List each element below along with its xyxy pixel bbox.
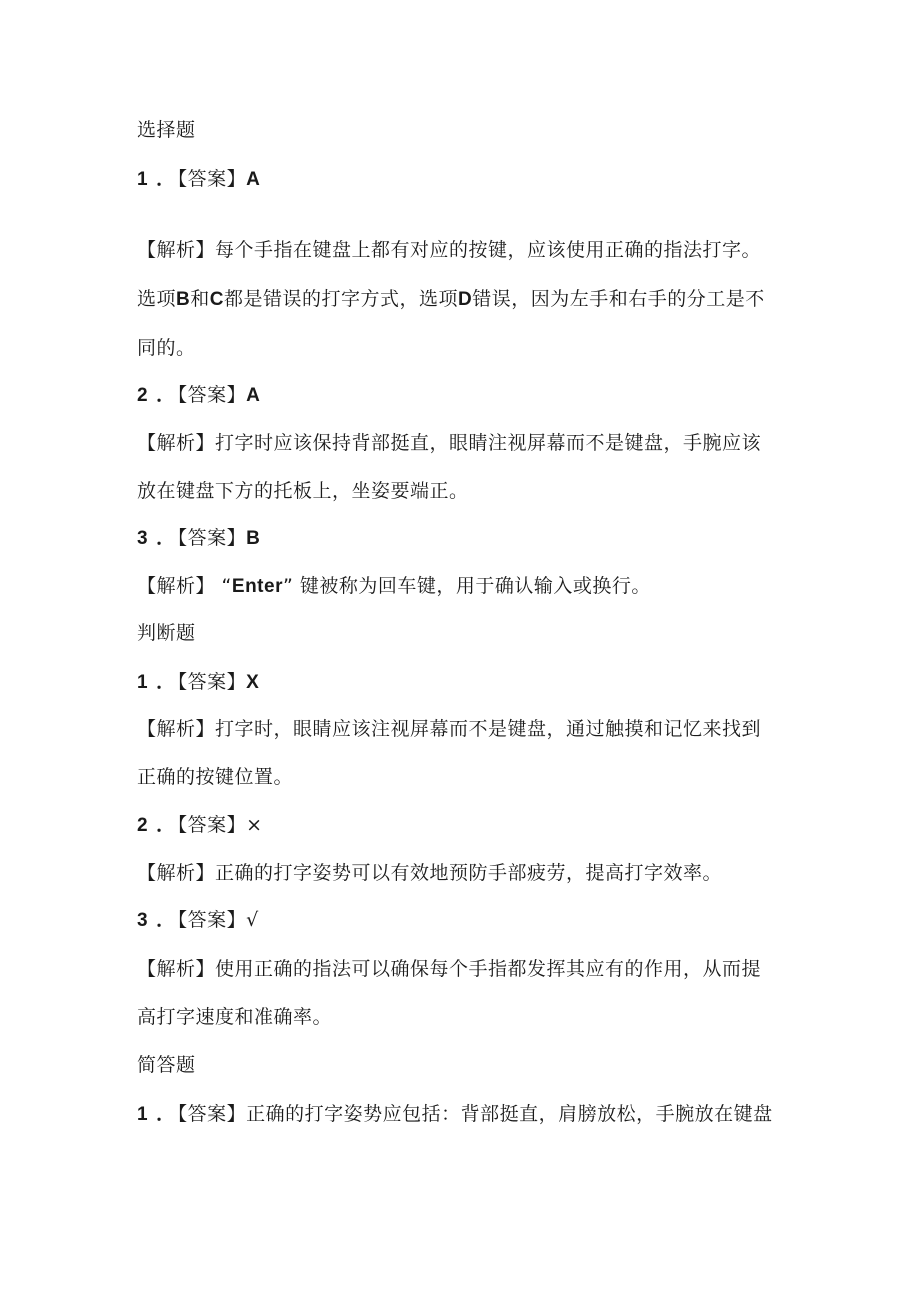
answer-label: 【答案】	[177, 168, 247, 190]
analysis-label: 【解析】	[137, 718, 216, 740]
choice-2-analysis-line-1	[137, 430, 787, 456]
analysis-label: 【解析】	[137, 432, 216, 454]
section-title-text: 选择题	[137, 119, 196, 141]
answer-label: 【答案】	[177, 671, 247, 693]
judge-3-analysis-line-2	[137, 1004, 787, 1030]
number-dot: ．	[156, 169, 176, 190]
option-b: B	[176, 289, 191, 310]
number-dot: ．	[156, 528, 176, 549]
section-title-text: 判断题	[137, 622, 196, 644]
number-dot: ．	[156, 1104, 176, 1125]
analysis-label: 【解析】	[137, 958, 216, 980]
number-dot: ．	[156, 385, 176, 406]
number-dot: ．	[156, 815, 176, 836]
question-number: 2	[137, 385, 149, 406]
answer-label: 【答案】	[177, 1103, 247, 1125]
analysis-text: 同的。	[137, 337, 196, 359]
analysis-text: 高打字速度和准确率。	[137, 1006, 333, 1028]
enter-key-label: Enter	[231, 576, 283, 597]
choice-3-analysis-line-1	[137, 573, 787, 600]
analysis-text: 和	[190, 288, 210, 310]
number-dot: ．	[156, 672, 176, 693]
analysis-text: 使用正确的指法可以确保每个手指都发挥其应有的作用，从而提	[215, 958, 762, 980]
analysis-text: ” 键被称为回车键，用于确认输入或换行。	[282, 575, 651, 597]
analysis-text: 放在键盘下方的托板上，坐姿要端正。	[137, 480, 469, 502]
question-number: 1	[137, 672, 149, 693]
analysis-text: 每个手指在键盘上都有对应的按键，应该使用正确的指法打字。	[215, 239, 762, 261]
analysis-label: 【解析】	[137, 239, 216, 261]
answer-value: ×	[246, 814, 263, 836]
answer-label: 【答案】	[177, 814, 247, 836]
answer-value: √	[246, 909, 259, 931]
judge-2-answer-line	[137, 812, 787, 839]
choice-1-analysis-line-3	[137, 335, 787, 361]
question-number: 3	[137, 910, 149, 931]
analysis-text: 正确的按键位置。	[137, 766, 294, 788]
option-c: C	[209, 289, 224, 310]
judge-1-analysis-line-1	[137, 716, 787, 742]
analysis-text: 错误，因为左手和右手的分工是不	[472, 288, 765, 310]
answer-value: A	[246, 169, 261, 190]
number-dot: ．	[156, 910, 176, 931]
choice-2-answer-line	[137, 382, 787, 409]
choice-3-answer-line	[137, 525, 787, 552]
question-number: 1	[137, 1104, 149, 1125]
section-title-judge	[137, 620, 787, 646]
judge-1-answer-line	[137, 669, 787, 696]
question-number: 1	[137, 169, 149, 190]
analysis-text: 都是错误的打字方式，选项	[224, 288, 459, 310]
analysis-label: 【解析】	[137, 575, 216, 597]
option-d: D	[458, 289, 473, 310]
answer-label: 【答案】	[177, 527, 247, 549]
analysis-text: 打字时，眼睛应该注视屏幕而不是键盘，通过触摸和记忆来找到	[215, 718, 762, 740]
section-title-choice	[137, 117, 787, 143]
answer-label: 【答案】	[177, 909, 247, 931]
short-1-answer-line	[137, 1101, 787, 1128]
answer-label: 【答案】	[177, 384, 247, 406]
answer-value: B	[246, 528, 261, 549]
analysis-label: 【解析】	[137, 862, 216, 884]
judge-1-analysis-line-2	[137, 764, 787, 790]
choice-2-analysis-line-2	[137, 478, 787, 504]
question-number: 2	[137, 815, 149, 836]
analysis-text: 打字时应该保持背部挺直，眼睛注视屏幕而不是键盘，手腕应该	[215, 432, 762, 454]
choice-1-analysis-line-1	[137, 237, 787, 263]
choice-1-answer-line	[137, 166, 787, 193]
answer-value: A	[246, 385, 261, 406]
question-number: 3	[137, 528, 149, 549]
judge-3-analysis-line-1	[137, 956, 787, 982]
analysis-text: “	[215, 575, 232, 597]
analysis-text: 正确的打字姿势可以有效地预防手部疲劳，提高打字效率。	[215, 862, 723, 884]
section-title-text: 简答题	[137, 1054, 196, 1076]
analysis-text: 选项	[137, 288, 177, 310]
section-title-short	[137, 1052, 787, 1078]
answer-value: X	[246, 672, 260, 693]
choice-1-analysis-line-2	[137, 286, 787, 313]
judge-2-analysis-line-1	[137, 860, 787, 886]
judge-3-answer-line	[137, 907, 787, 934]
answer-text: 正确的打字姿势应包括：背部挺直，肩膀放松，手腕放在键盘	[246, 1103, 773, 1125]
